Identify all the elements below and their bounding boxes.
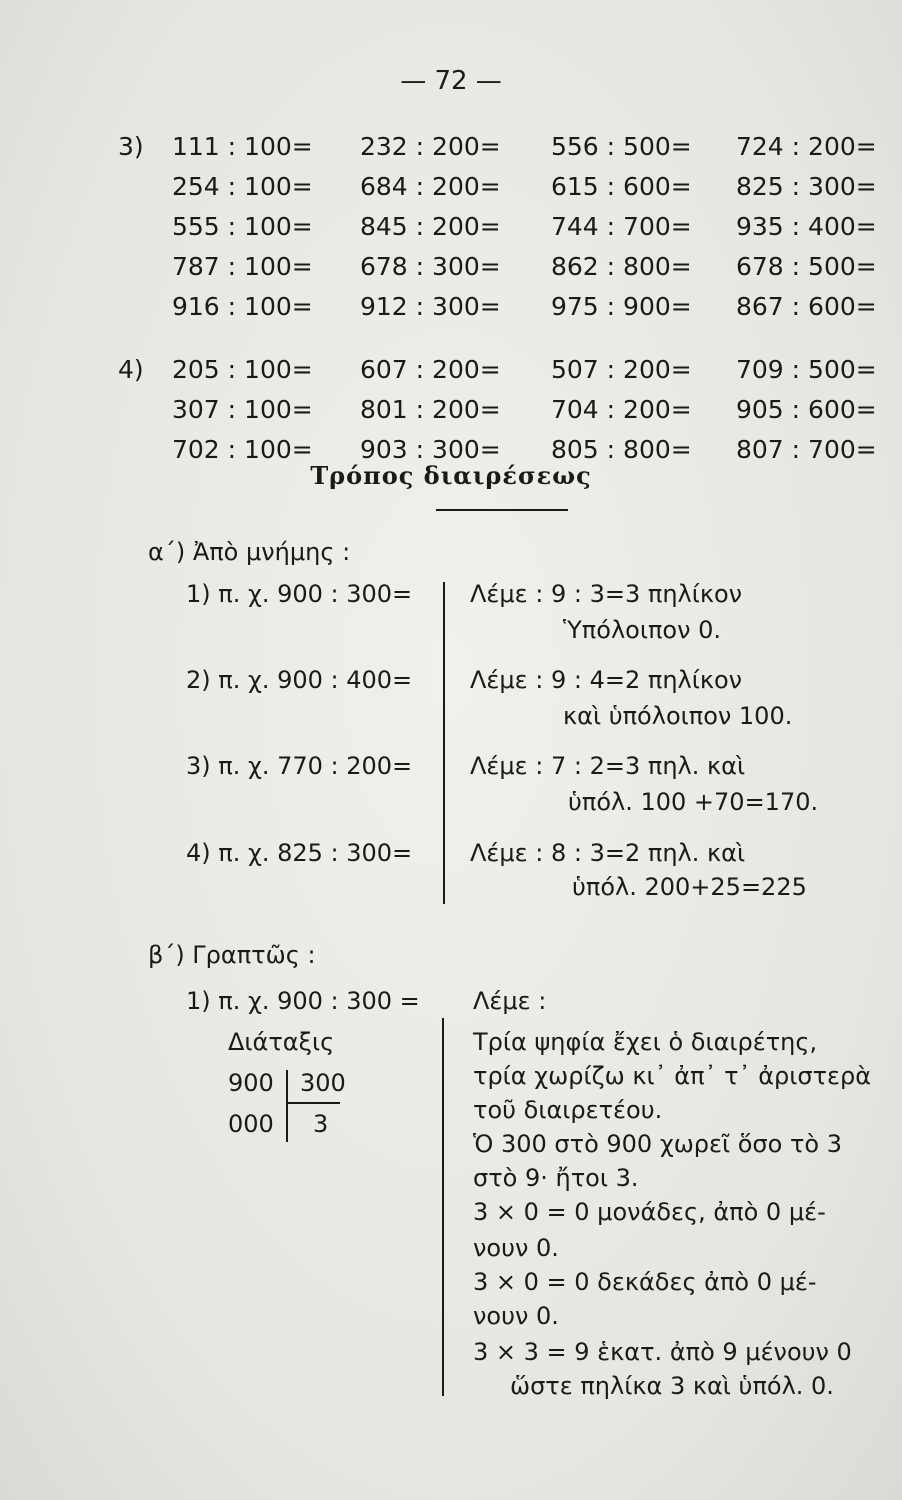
division-cell: 912 : 300= <box>360 292 501 321</box>
division-cell: 862 : 800= <box>551 252 692 281</box>
division-cell: 903 : 300= <box>360 435 501 464</box>
division-cell: 709 : 500= <box>736 355 877 384</box>
division-cell: 801 : 200= <box>360 395 501 424</box>
quotient: 3 <box>313 1110 329 1138</box>
exercise-label: 4) <box>118 355 144 384</box>
explanation-line: Ὁ 300 στὸ 900 χωρεῖ ὅσο τὸ 3 <box>473 1130 842 1158</box>
division-cell: 787 : 100= <box>172 252 313 281</box>
divisor: 300 <box>300 1069 346 1097</box>
explanation-line: τοῦ διαιρετέου. <box>473 1096 663 1124</box>
memory-example-4: 4) π. χ. 825 : 300= <box>186 839 413 867</box>
explanation-line: 3 × 0 = 0 μονάδες, ἀπὸ 0 μέ- <box>473 1198 826 1226</box>
division-cell: 684 : 200= <box>360 172 501 201</box>
memory-divider-line <box>443 582 445 904</box>
memory-explanation-4b: ὑπόλ. 200+25=225 <box>572 873 807 901</box>
explanation-line: 3 × 3 = 9 ἑκατ. ἀπὸ 9 μένουν 0 <box>473 1338 852 1366</box>
memory-example-2: 2) π. χ. 900 : 400= <box>186 666 413 694</box>
dividend: 900 <box>228 1069 274 1097</box>
division-cell: 205 : 100= <box>172 355 313 384</box>
division-cell: 307 : 100= <box>172 395 313 424</box>
title-underline <box>436 509 568 511</box>
memory-explanation-1b: Ὑπόλοιπον 0. <box>563 616 722 644</box>
say-label: Λέμε : <box>473 987 547 1015</box>
explanation-line: στὸ 9· ἤτοι 3. <box>473 1164 639 1192</box>
division-cell: 935 : 400= <box>736 212 877 241</box>
memory-example-3: 3) π. χ. 770 : 200= <box>186 752 413 780</box>
section-title: Τρόπος διαιρέσεως <box>310 461 592 490</box>
long-division-vertical-line <box>286 1070 288 1142</box>
division-cell: 678 : 500= <box>736 252 877 281</box>
memory-explanation-3a: Λέμε : 7 : 2=3 πηλ. καὶ <box>470 752 746 780</box>
memory-explanation-2a: Λέμε : 9 : 4=2 πηλίκον <box>470 666 743 694</box>
division-cell: 867 : 600= <box>736 292 877 321</box>
division-cell: 615 : 600= <box>551 172 692 201</box>
explanation-line: 3 × 0 = 0 δεκάδες ἀπὸ 0 μέ- <box>473 1268 817 1296</box>
division-cell: 845 : 200= <box>360 212 501 241</box>
division-cell: 704 : 200= <box>551 395 692 424</box>
division-cell: 254 : 100= <box>172 172 313 201</box>
memory-example-1: 1) π. χ. 900 : 300= <box>186 580 413 608</box>
exercise-label: 3) <box>118 132 144 161</box>
remainder: 000 <box>228 1110 274 1138</box>
division-cell: 805 : 800= <box>551 435 692 464</box>
division-cell: 807 : 700= <box>736 435 877 464</box>
memory-explanation-2b: καὶ ὑπόλοιπον 100. <box>563 702 793 730</box>
written-example: 1) π. χ. 900 : 300 = <box>186 987 420 1015</box>
written-divider-line <box>442 1018 444 1396</box>
division-cell: 905 : 600= <box>736 395 877 424</box>
memory-explanation-3b: ὑπόλ. 100 +70=170. <box>568 788 819 816</box>
division-cell: 607 : 200= <box>360 355 501 384</box>
division-cell: 724 : 200= <box>736 132 877 161</box>
division-cell: 744 : 700= <box>551 212 692 241</box>
memory-explanation-1a: Λέμε : 9 : 3=3 πηλίκον <box>470 580 743 608</box>
layout-label: Διάταξις <box>228 1028 335 1056</box>
division-cell: 507 : 200= <box>551 355 692 384</box>
explanation-line: τρία χωρίζω κι᾽ ἀπ᾽ τ᾽ ἀριστερὰ <box>473 1062 872 1090</box>
division-cell: 556 : 500= <box>551 132 692 161</box>
division-cell: 678 : 300= <box>360 252 501 281</box>
page-number: — 72 — <box>400 66 502 96</box>
explanation-line: νουν 0. <box>473 1234 559 1262</box>
memory-heading: α΄) Ἀπὸ μνήμης : <box>148 538 351 566</box>
division-cell: 232 : 200= <box>360 132 501 161</box>
explanation-line: Τρία ψηφία ἔχει ὁ διαιρέτης, <box>473 1028 818 1056</box>
division-cell: 916 : 100= <box>172 292 313 321</box>
explanation-line: νουν 0. <box>473 1302 559 1330</box>
division-cell: 111 : 100= <box>172 132 313 161</box>
written-heading: β΄) Γραπτῶς : <box>148 941 316 969</box>
division-cell: 555 : 100= <box>172 212 313 241</box>
division-cell: 975 : 900= <box>551 292 692 321</box>
explanation-line: ὥστε πηλίκα 3 καὶ ὑπόλ. 0. <box>510 1372 834 1400</box>
division-cell: 825 : 300= <box>736 172 877 201</box>
memory-explanation-4a: Λέμε : 8 : 3=2 πηλ. καὶ <box>470 839 746 867</box>
division-cell: 702 : 100= <box>172 435 313 464</box>
long-division-horizontal-line <box>286 1102 340 1104</box>
